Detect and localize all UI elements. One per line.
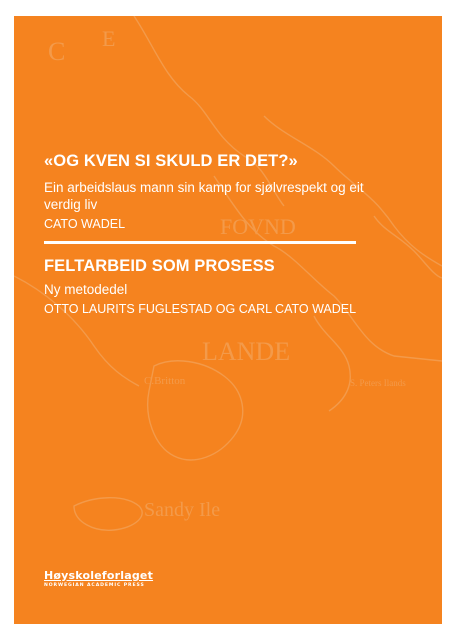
book1-subtitle: Ein arbeidslaus mann sin kamp for sjølvrespekt og eit verdig liv (44, 180, 364, 212)
map-label: LANDE (202, 337, 291, 366)
map-label: S. Peters Ilands (350, 378, 406, 388)
publisher-logo (44, 569, 153, 588)
map-label: E (102, 26, 116, 51)
divider-rule (44, 241, 356, 244)
map-label: C (48, 37, 66, 66)
book1-title: «OG KVEN SI SKULD ER DET?» (44, 152, 298, 170)
book-cover (14, 16, 442, 624)
map-coastline (134, 16, 284, 206)
map-island (74, 498, 142, 531)
book1-author: CATO WADEL (44, 217, 126, 231)
background-map-illustration (14, 16, 442, 624)
map-label: C.Britton (144, 375, 186, 387)
book2-subtitle: Ny metodedel (44, 282, 128, 297)
book2-title: FELTARBEID SOM PROSESS (44, 257, 275, 275)
publisher-tagline: NORWEGIAN ACADEMIC PRESS (44, 583, 145, 588)
book2-authors: OTTO LAURITS FUGLESTAD OG CARL CATO WADEL (44, 302, 357, 316)
map-coastline (374, 216, 442, 278)
map-label: FOVND (220, 214, 296, 239)
map-label: Sandy Ile (144, 499, 221, 521)
publisher-name: Høyskoleforlaget (44, 569, 154, 582)
map-coastline (314, 316, 350, 411)
